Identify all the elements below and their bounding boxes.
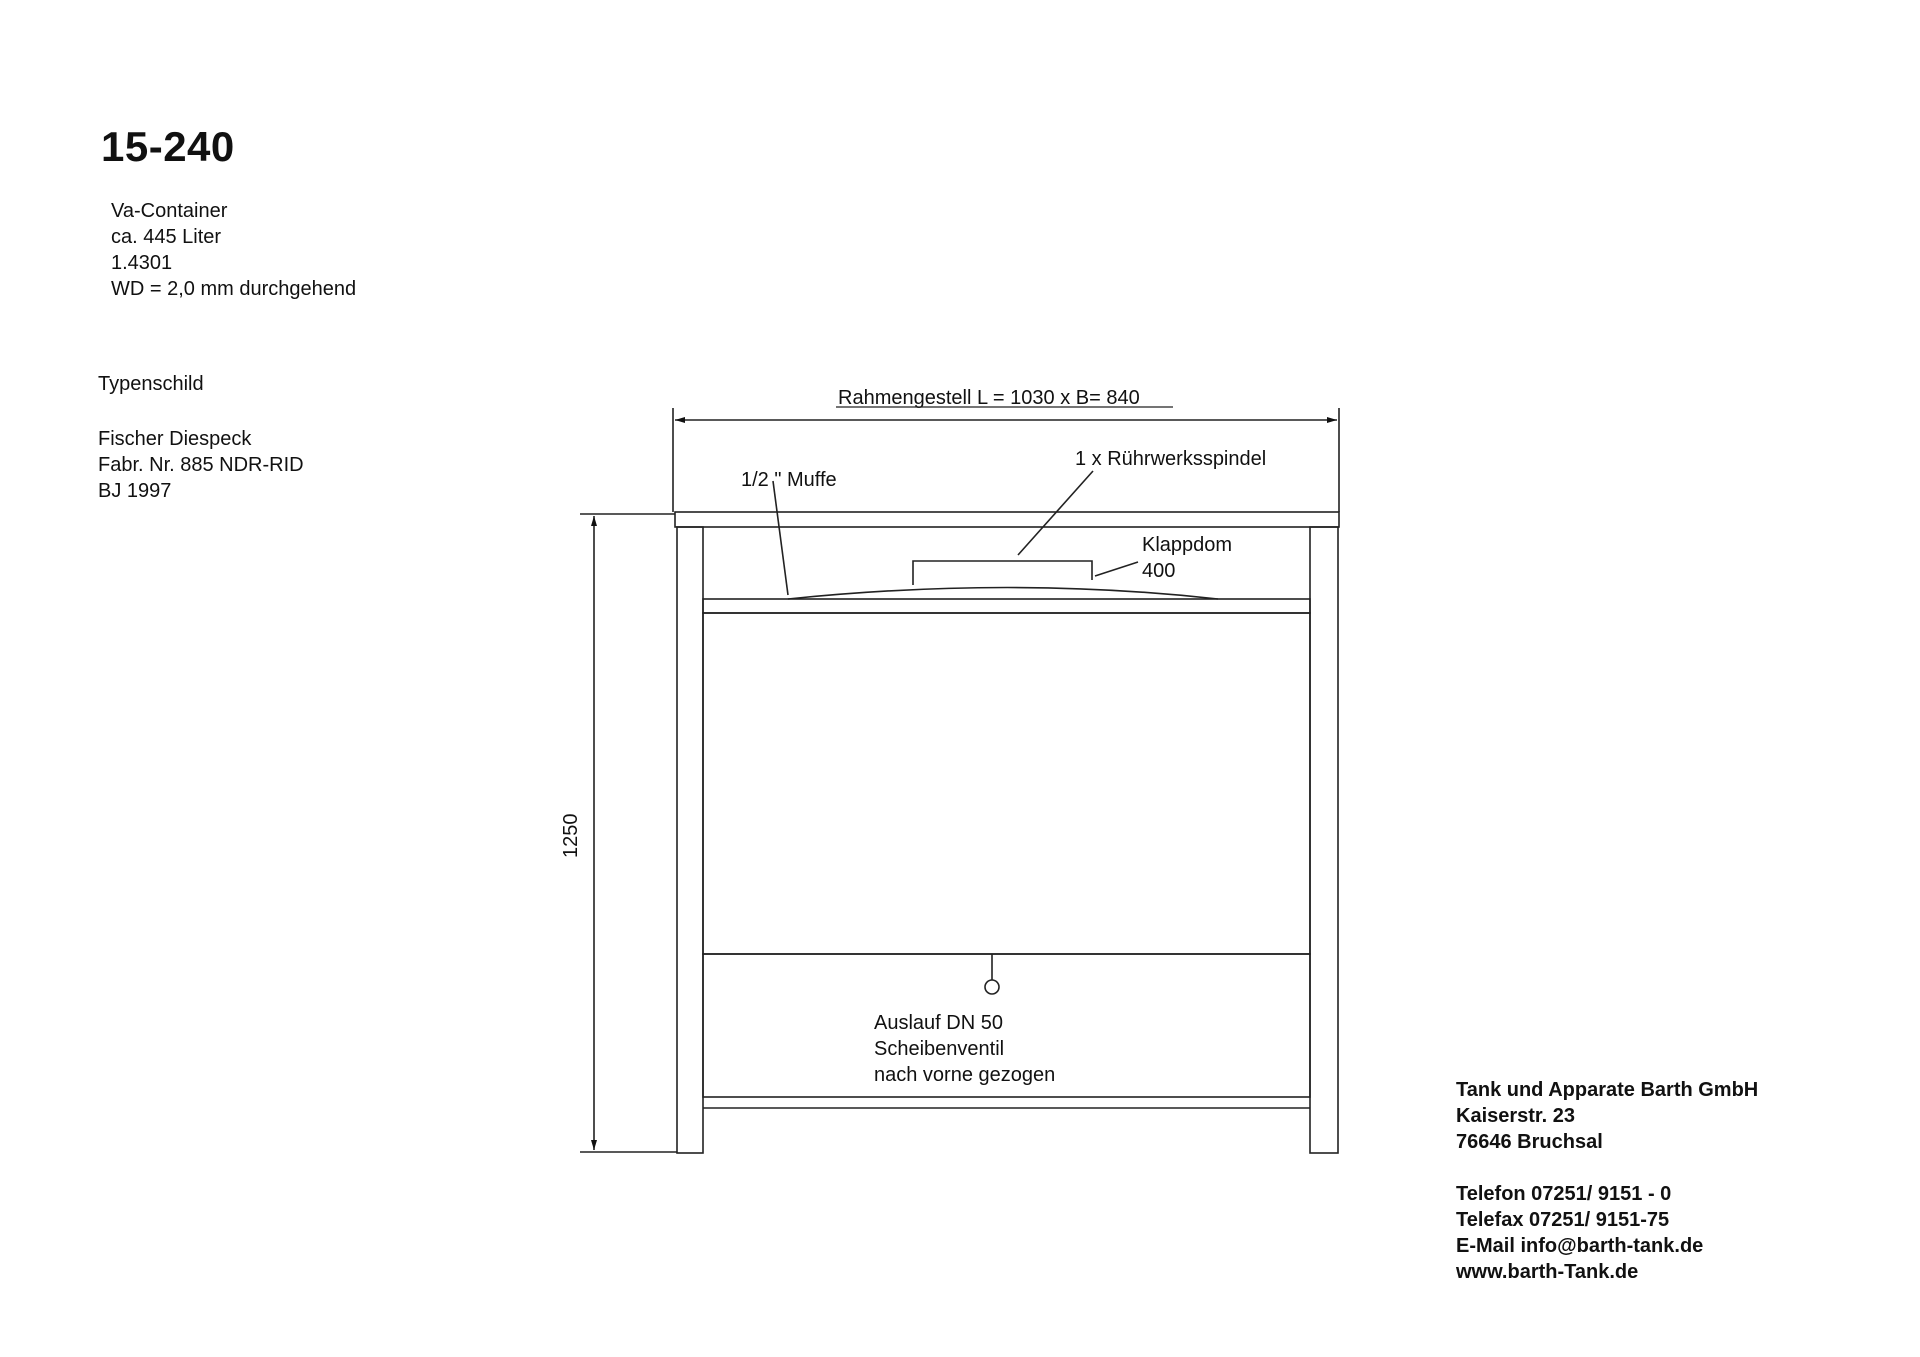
spec-line-wall-thickness: WD = 2,0 mm durchgehend <box>111 278 357 300</box>
type-plate-heading: Typenschild <box>98 373 204 395</box>
dome-leader <box>1095 562 1138 576</box>
tank-dished-head <box>788 588 1218 600</box>
spec-line-type: Va-Container <box>111 200 228 222</box>
frame-post-left <box>677 527 703 1153</box>
company-website[interactable]: www.barth-Tank.de <box>1456 1261 1639 1283</box>
company-email[interactable]: E-Mail info@barth-tank.de <box>1456 1235 1704 1257</box>
muffe-label: 1/2 " Muffe <box>741 469 837 491</box>
frame-dimension-label: Rahmengestell L = 1030 x B= 840 <box>838 387 1140 409</box>
company-info <box>1456 1077 1758 1285</box>
outlet-label-line-2: Scheibenventil <box>874 1038 1005 1060</box>
dome-size-label: 400 <box>1142 560 1176 582</box>
spec-line-volume: ca. 445 Liter <box>111 226 222 248</box>
company-phone: Telefon 07251/ 9151 - 0 <box>1456 1183 1672 1205</box>
muffe-leader <box>773 481 788 595</box>
company-city: 76646 Bruchsal <box>1456 1131 1603 1153</box>
frame-top-beam <box>675 512 1339 527</box>
outlet-label-line-1: Auslauf DN 50 <box>874 1012 1003 1034</box>
frame-post-right <box>1310 527 1338 1153</box>
height-dimension-label: 1250 <box>560 813 582 858</box>
spindle-leader <box>1018 471 1093 555</box>
hatch-dome <box>913 561 1092 585</box>
company-name: Tank und Apparate Barth GmbH <box>1456 1079 1759 1101</box>
company-spacer <box>1456 1155 1758 1181</box>
tank-top-band <box>703 599 1310 613</box>
type-plate-year: BJ 1997 <box>98 480 172 502</box>
company-street: Kaiserstr. 23 <box>1456 1105 1575 1127</box>
dome-label: Klappdom <box>1142 534 1233 556</box>
outlet-label-line-3: nach vorne gezogen <box>874 1064 1056 1086</box>
drawing-number: 15-240 <box>101 123 235 170</box>
tank-body <box>703 613 1310 954</box>
spindle-label: 1 x Rührwerksspindel <box>1075 448 1267 470</box>
type-plate-serial: Fabr. Nr. 885 NDR-RID <box>98 454 304 476</box>
company-fax: Telefax 07251/ 9151-75 <box>1456 1209 1670 1231</box>
spec-line-material: 1.4301 <box>111 252 173 274</box>
outlet-valve <box>985 980 999 994</box>
type-plate-manufacturer: Fischer Diespeck <box>98 428 252 450</box>
